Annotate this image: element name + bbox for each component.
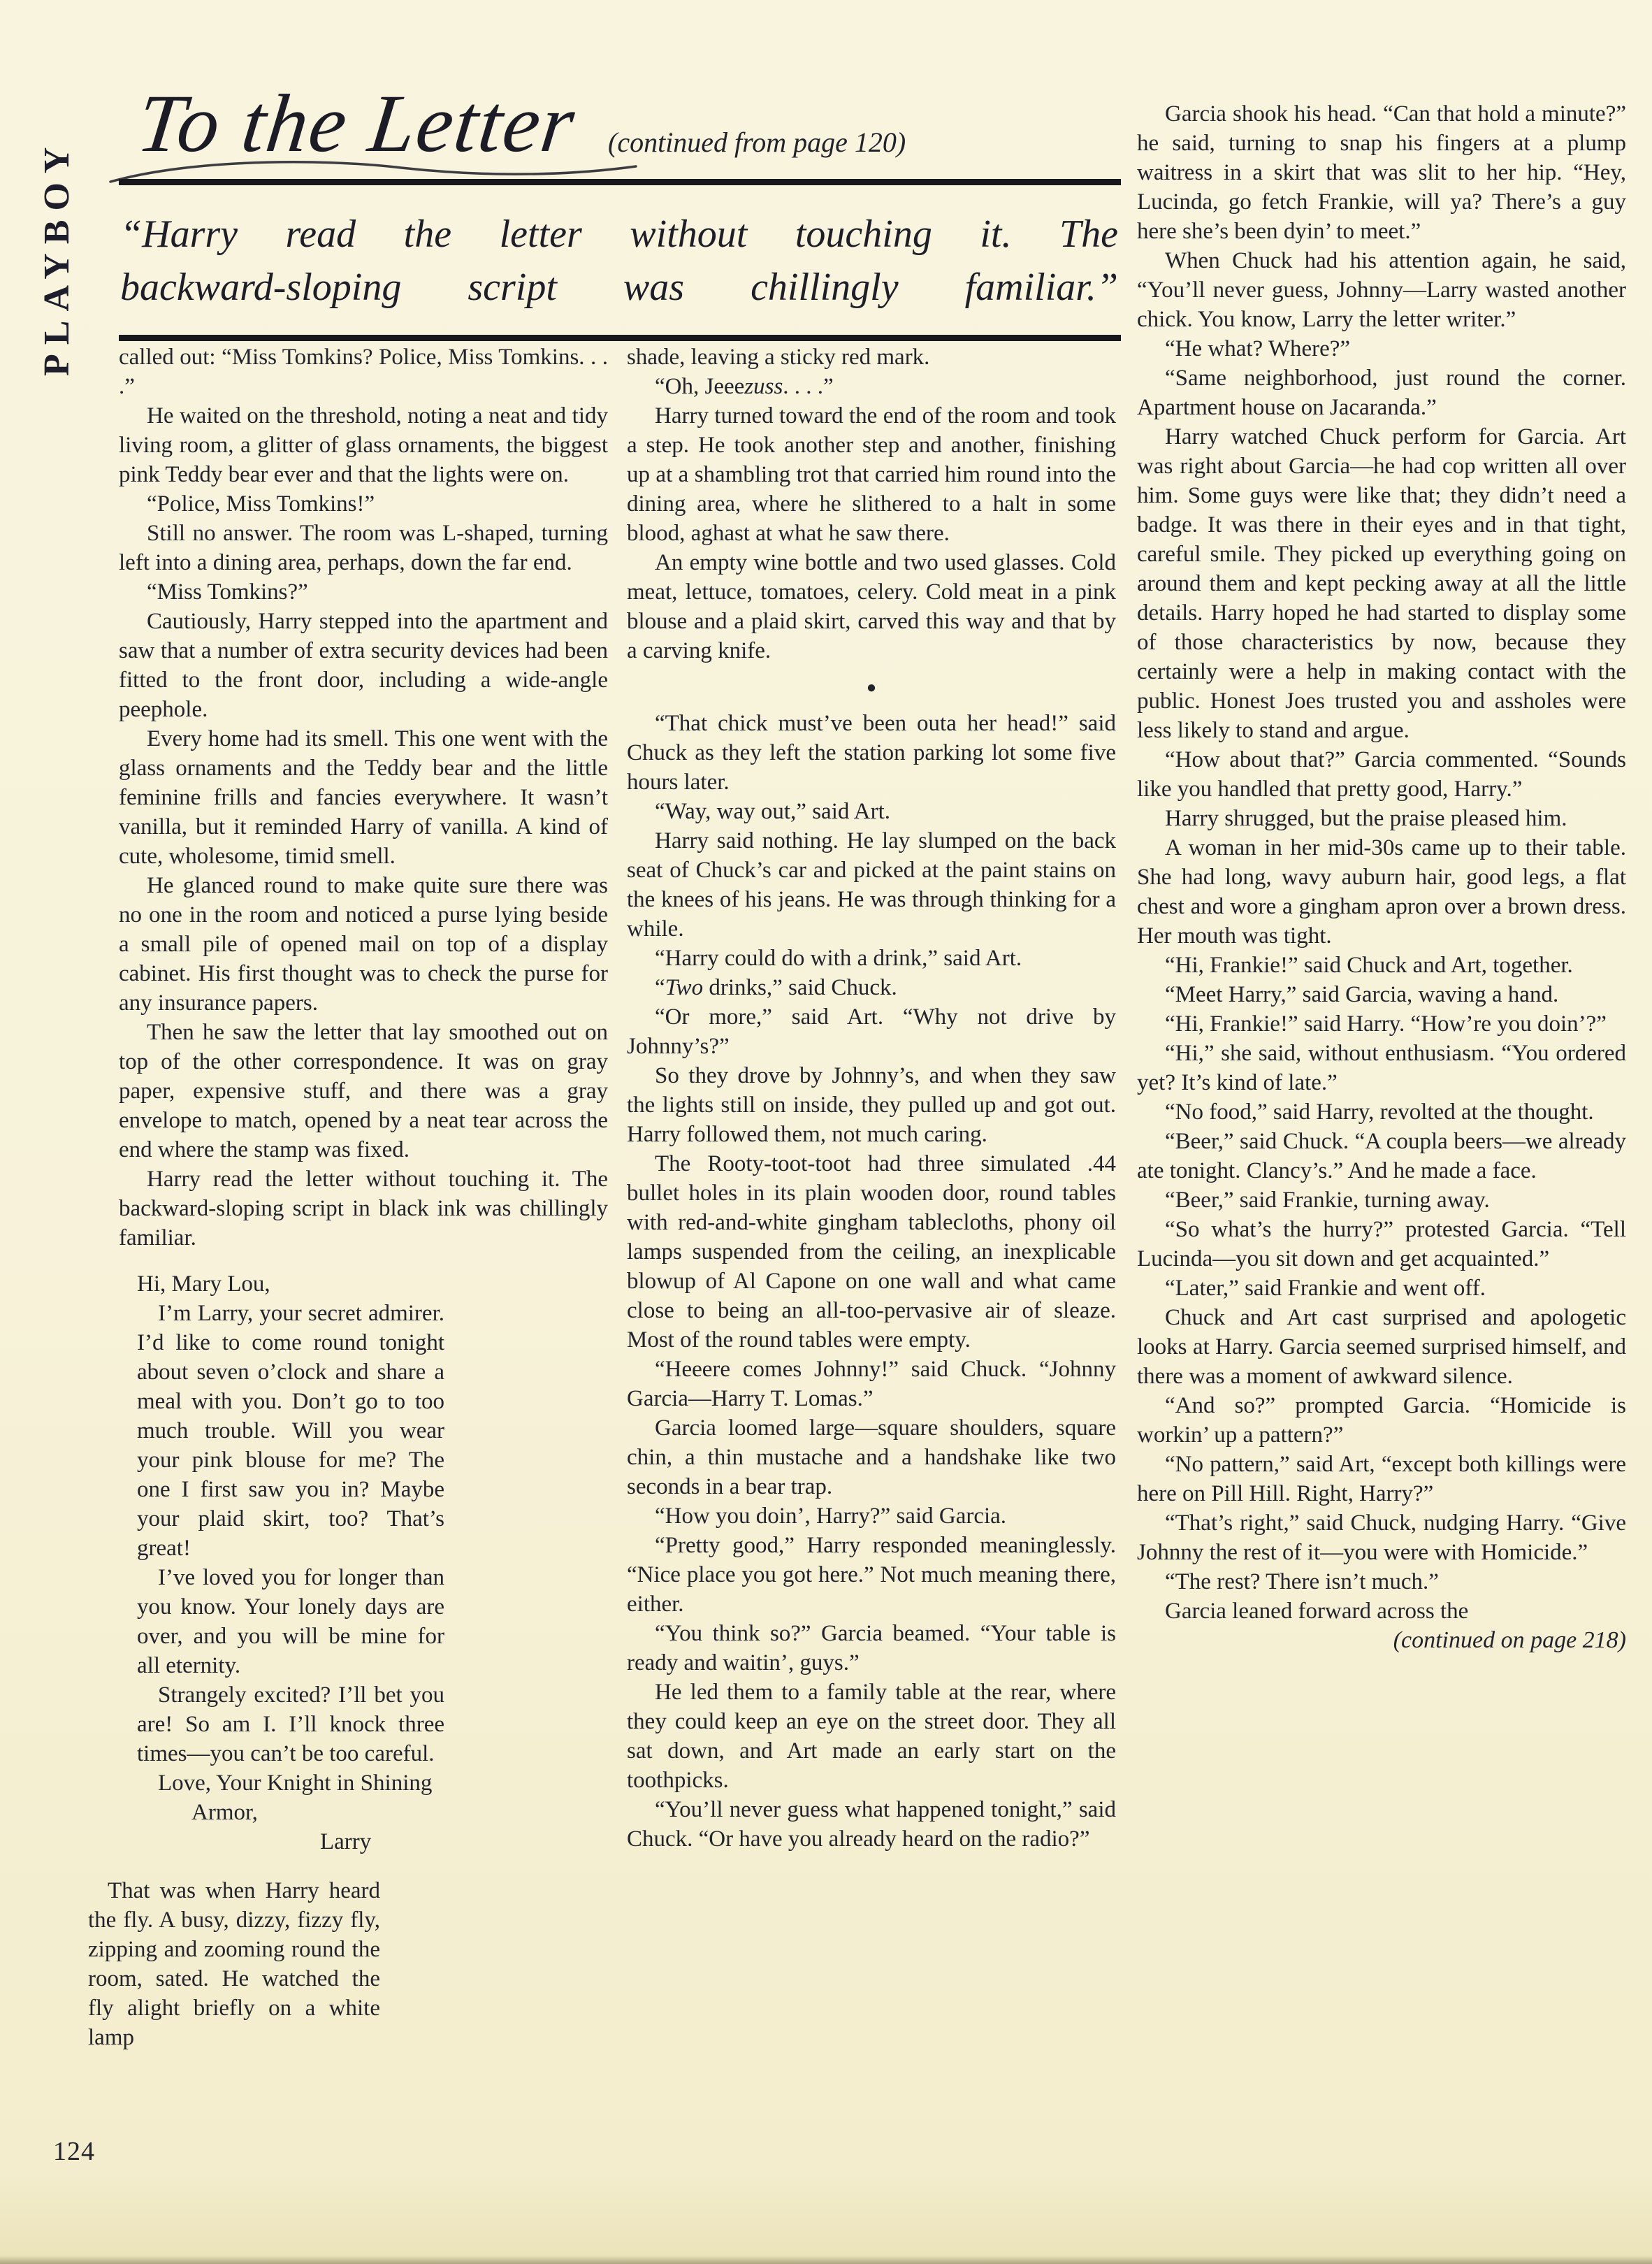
paragraph: “That chick must’ve been outa her head!” said Chuck as they left the station parking lot some five hours later. <box>627 711 1116 795</box>
paragraph: Garcia shook his head. “Can that hold a minute?” he said, turning to snap his fingers at a plump waitress in a skirt that was slit to her hip. “Hey, Lucinda, go fetch Frankie, will ya? There’s a guy here she’s been dyin’ to meet.” <box>1137 101 1626 244</box>
paragraph: Harry watched Chuck perform for Garcia. Art was right about Garcia—he had cop written all over him. Some guys were like that; they didn’t need a badge. It was there in their eyes and in that tight, careful smile. They picked up everything going on around them and kept pecking away at all the little details. Harry hoped he had started to display some of those characteristics by now, because they certainly were a help in making contact with the public. Honest Joes trusted you and assholes were less likely to stand and argue. <box>1137 424 1626 743</box>
title-row <box>119 78 1121 179</box>
paragraph: “Two drinks,” said Chuck. <box>655 975 897 1000</box>
pull-quote <box>120 208 1118 314</box>
text-column-1 <box>88 343 608 2052</box>
paragraph: The Rooty-toot-toot had three simulated .44 bullet holes in its plain wooden door, round tables with red-and-white gingham tablecloths, phony oil lamps suspended from the ceiling, an inexplicable blowup of Al Capone on one wall and what came close to being an all-too-pervasive air of sleaze. Most of the round tables were empty. <box>627 1151 1116 1353</box>
paragraph: “Hi, Frankie!” said Chuck and Art, together. <box>1165 953 1573 978</box>
paragraph: “Miss Tomkins?” <box>147 579 308 605</box>
paragraph: Harry turned toward the end of the room and took a step. He took another step and another, finishing up at a shambling trot that carried him round into the dining area, where he slithered to a halt in some blood, aghast at what he saw there. <box>627 403 1116 546</box>
paragraph: “Heeere comes Johnny!” said Chuck. “Johnny Garcia—Harry T. Lomas.” <box>627 1357 1116 1411</box>
text-column-2 <box>627 343 1116 1854</box>
paragraph: “The rest? There isn’t much.” <box>1165 1569 1439 1594</box>
section-break-bullet: ● <box>866 679 877 697</box>
paragraph: Then he saw the letter that lay smoothed out on top of the other correspondence. It was on gray paper, expensive stuff, and there was a gray envelope to match, opened by a neat tear across the end where the stamp was fixed. <box>119 1020 608 1162</box>
paragraph: When Chuck had his attention again, he said, “You’ll never guess, Johnny—Larry wasted another chick. You know, Larry the letter writer.” <box>1137 248 1626 332</box>
paragraph: Larry <box>320 1829 372 1854</box>
divider-rule-bottom <box>119 335 1121 341</box>
paragraph: “And so?” prompted Garcia. “Homicide is workin’ up a pattern?” <box>1137 1393 1626 1448</box>
article-header <box>119 78 1121 341</box>
paragraph: “You’ll never guess what happened tonight,” said Chuck. “Or have you already heard on the radio?” <box>627 1797 1116 1852</box>
page-number: 124 <box>53 2137 95 2166</box>
paragraph: shade, leaving a sticky red mark. <box>627 345 930 370</box>
paragraph: I’ve loved you for longer than you know. Your lonely days are over, and you will be mine for all eternity. <box>137 1565 444 1678</box>
article-title: To the Letter <box>133 78 581 169</box>
paragraph: “That’s right,” said Chuck, nudging Harry. “Give Johnny the rest of it—you were with Homicide.” <box>1137 1510 1626 1565</box>
paragraph: “How you doin’, Harry?” said Garcia. <box>655 1504 1007 1529</box>
paragraph: “Police, Miss Tomkins!” <box>147 491 375 517</box>
paragraph: He led them to a family table at the rear, where they could keep an eye on the street door. They all sat down, and Art made an early start on the toothpicks. <box>627 1680 1116 1793</box>
paragraph: “Meet Harry,” said Garcia, waving a hand. <box>1165 982 1559 1007</box>
paragraph: “Hi, Frankie!” said Harry. “How’re you doin’?” <box>1165 1011 1607 1037</box>
paragraph: “Same neighborhood, just round the corner. Apartment house on Jacaranda.” <box>1137 366 1626 420</box>
paragraph: “He what? Where?” <box>1165 336 1351 361</box>
paragraph: Hi, Mary Lou, <box>137 1271 270 1297</box>
paragraph: A woman in her mid-30s came up to their table. She had long, wavy auburn hair, good legs, a flat chest and wore a gingham apron over a brown dress. Her mouth was tight. <box>1137 835 1626 949</box>
paragraph: Chuck and Art cast surprised and apologetic looks at Harry. Garcia seemed surprised himself, and there was a moment of awkward silence. <box>1137 1305 1626 1389</box>
paragraph: “Beer,” said Chuck. “A coupla beers—we already ate tonight. Clancy’s.” And he made a face. <box>1137 1129 1626 1183</box>
paragraph: Garcia loomed large—square shoulders, square chin, a thin mustache and a handshake like two seconds in a bear trap. <box>627 1415 1116 1499</box>
paragraph: Armor, <box>191 1800 258 1825</box>
paragraph: “Beer,” said Frankie, turning away. <box>1165 1188 1490 1213</box>
paragraph: Every home had its smell. This one went with the glass ornaments and the Teddy bear and the little feminine frills and fancies everywhere. It wasn’t vanilla, but it reminded Harry of vanilla. A kind of cute, wholesome, timid smell. <box>119 726 608 869</box>
paragraph: Cautiously, Harry stepped into the apartment and saw that a number of extra security devices had been fitted to the front door, including a wide-angle peephole. <box>119 609 608 722</box>
paragraph: He waited on the threshold, noting a neat and tidy living room, a glitter of glass ornaments, the biggest pink Teddy bear ever and that the lights were on. <box>119 403 608 487</box>
paragraph: That was when Harry heard the fly. A busy, dizzy, fizzy fly, zipping and zooming round the room, sated. He watched the fly alight briefly on a white lamp <box>88 1878 380 2050</box>
paragraph: called out: “Miss Tomkins? Police, Miss Tomkins. . . .” <box>119 345 608 399</box>
paragraph: “You think so?” Garcia beamed. “Your table is ready and waitin’, guys.” <box>627 1621 1116 1675</box>
paragraph: He glanced round to make quite sure there was no one in the room and noticed a purse lying beside a small pile of opened mail on top of a display cabinet. His first thought was to check the purse for any insurance papers. <box>119 873 608 1016</box>
paragraph: An empty wine bottle and two used glasses. Cold meat, lettuce, tomatoes, celery. Cold meat in a pink blouse and a plaid skirt, carved this way and that by a carving knife. <box>627 550 1116 663</box>
paragraph: “No food,” said Harry, revolted at the thought. <box>1165 1099 1594 1125</box>
text-column-3 <box>1137 99 1626 1655</box>
paragraph: Still no answer. The room was L-shaped, turning left into a dining area, perhaps, down the far end. <box>119 521 608 575</box>
playboy-spine-logo: PLAYBOY <box>37 138 77 376</box>
continued-on-note: (continued on page 218) <box>1393 1627 1626 1653</box>
paragraph: Harry said nothing. He lay slumped on the back seat of Chuck’s car and picked at the paint stains on the knees of his jeans. He was through thinking for a while. <box>627 828 1116 942</box>
paragraph: “Way, way out,” said Art. <box>655 799 891 824</box>
paragraph: “Later,” said Frankie and went off. <box>1165 1276 1486 1301</box>
continued-from-note: (continued from page 120) <box>608 127 906 158</box>
paragraph: “No pattern,” said Art, “except both killings were here on Pill Hill. Right, Harry?” <box>1137 1452 1626 1506</box>
paragraph: So they drove by Johnny’s, and when they saw the lights still on inside, they pulled up and got out. Harry followed them, not much caring. <box>627 1063 1116 1147</box>
paragraph: “Oh, Jeeezuss. . . .” <box>655 374 834 399</box>
paragraph: Harry read the letter without touching it. The backward-sloping script in black ink was chillingly familiar. <box>119 1167 608 1250</box>
paragraph: “Harry could do with a drink,” said Art. <box>655 946 1022 971</box>
paragraph: “Or more,” said Art. “Why not drive by Johnny’s?” <box>627 1004 1116 1059</box>
paragraph: Garcia leaned forward across the <box>1165 1599 1469 1624</box>
pull-quote-line2: backward-sloping script was chillingly familiar.” <box>120 266 1118 309</box>
paragraph: “Pretty good,” Harry responded meaninglessly. “Nice place you got here.” Not much meaning there, either. <box>627 1533 1116 1617</box>
title-flourish-swash <box>108 158 639 186</box>
paragraph: “So what’s the hurry?” protested Garcia. “Tell Lucinda—you sit down and get acquainted.” <box>1137 1217 1626 1271</box>
paragraph: Love, Your Knight in Shining <box>158 1771 433 1796</box>
paragraph: “How about that?” Garcia commented. “Sounds like you handled that pretty good, Harry.” <box>1137 747 1626 802</box>
paragraph: I’m Larry, your secret admirer. I’d like to come round tonight about seven o’clock and share a meal with you. Don’t go to too much trouble. Will you wear your pink blouse for me? The one I first saw you in? Maybe your plaid skirt, too? That’s great! <box>137 1301 444 1561</box>
pull-quote-line1: “Harry read the letter without touching it. The <box>120 212 1118 256</box>
paragraph: “Hi,” she said, without enthusiasm. “You ordered yet? It’s kind of late.” <box>1137 1041 1626 1095</box>
paragraph: Strangely excited? I’ll bet you are! So am I. I’ll knock three times—you can’t be too careful. <box>137 1682 444 1766</box>
paragraph: Harry shrugged, but the praise pleased him. <box>1165 806 1567 831</box>
